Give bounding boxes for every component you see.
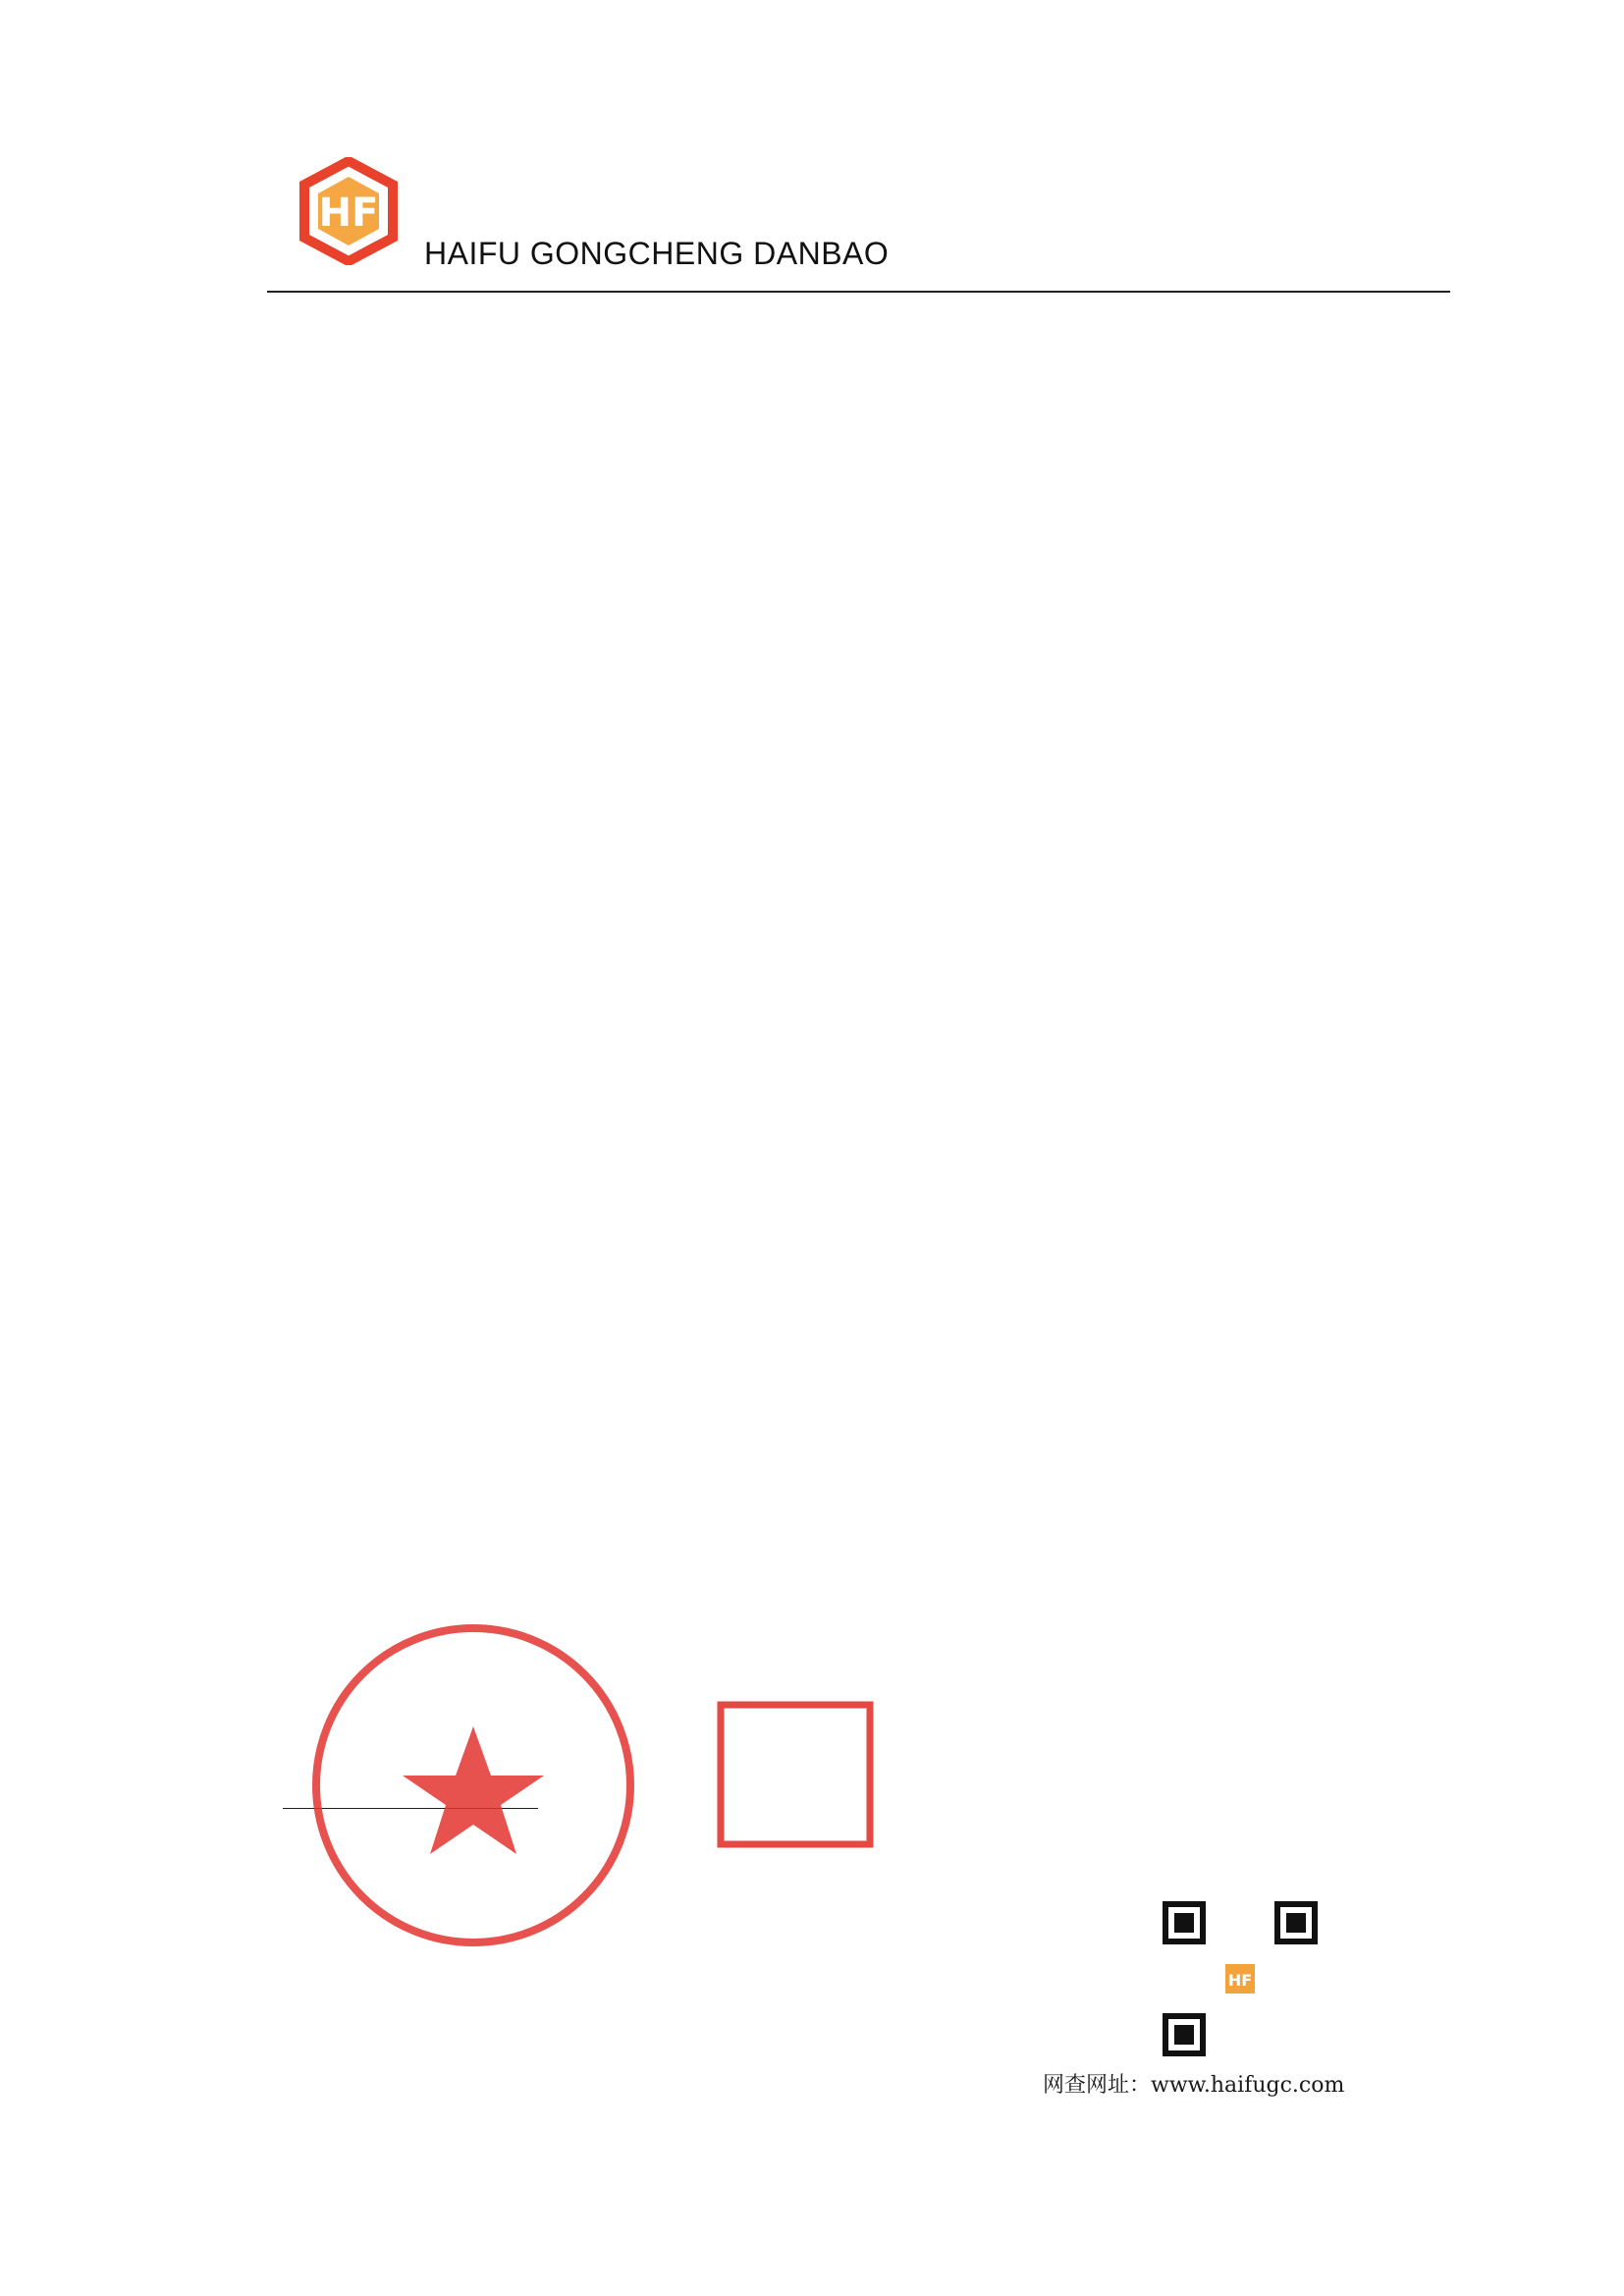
header-divider <box>267 291 1450 293</box>
haifu-logo-icon <box>295 157 403 265</box>
verification-url[interactable]: 网查网址：www.haifugc.com <box>1043 2073 1345 2098</box>
brand-name-en: HAIFU GONGCHENG DANBAO <box>424 236 890 271</box>
svg-text:HF: HF <box>318 191 379 236</box>
letterhead <box>295 157 1473 295</box>
svg-text:HF: HF <box>1227 1971 1253 1990</box>
company-seal-stamp <box>306 1618 640 1952</box>
verification-qr-code[interactable] <box>1157 1895 1324 2062</box>
personal-seal-stamp <box>717 1701 874 1848</box>
